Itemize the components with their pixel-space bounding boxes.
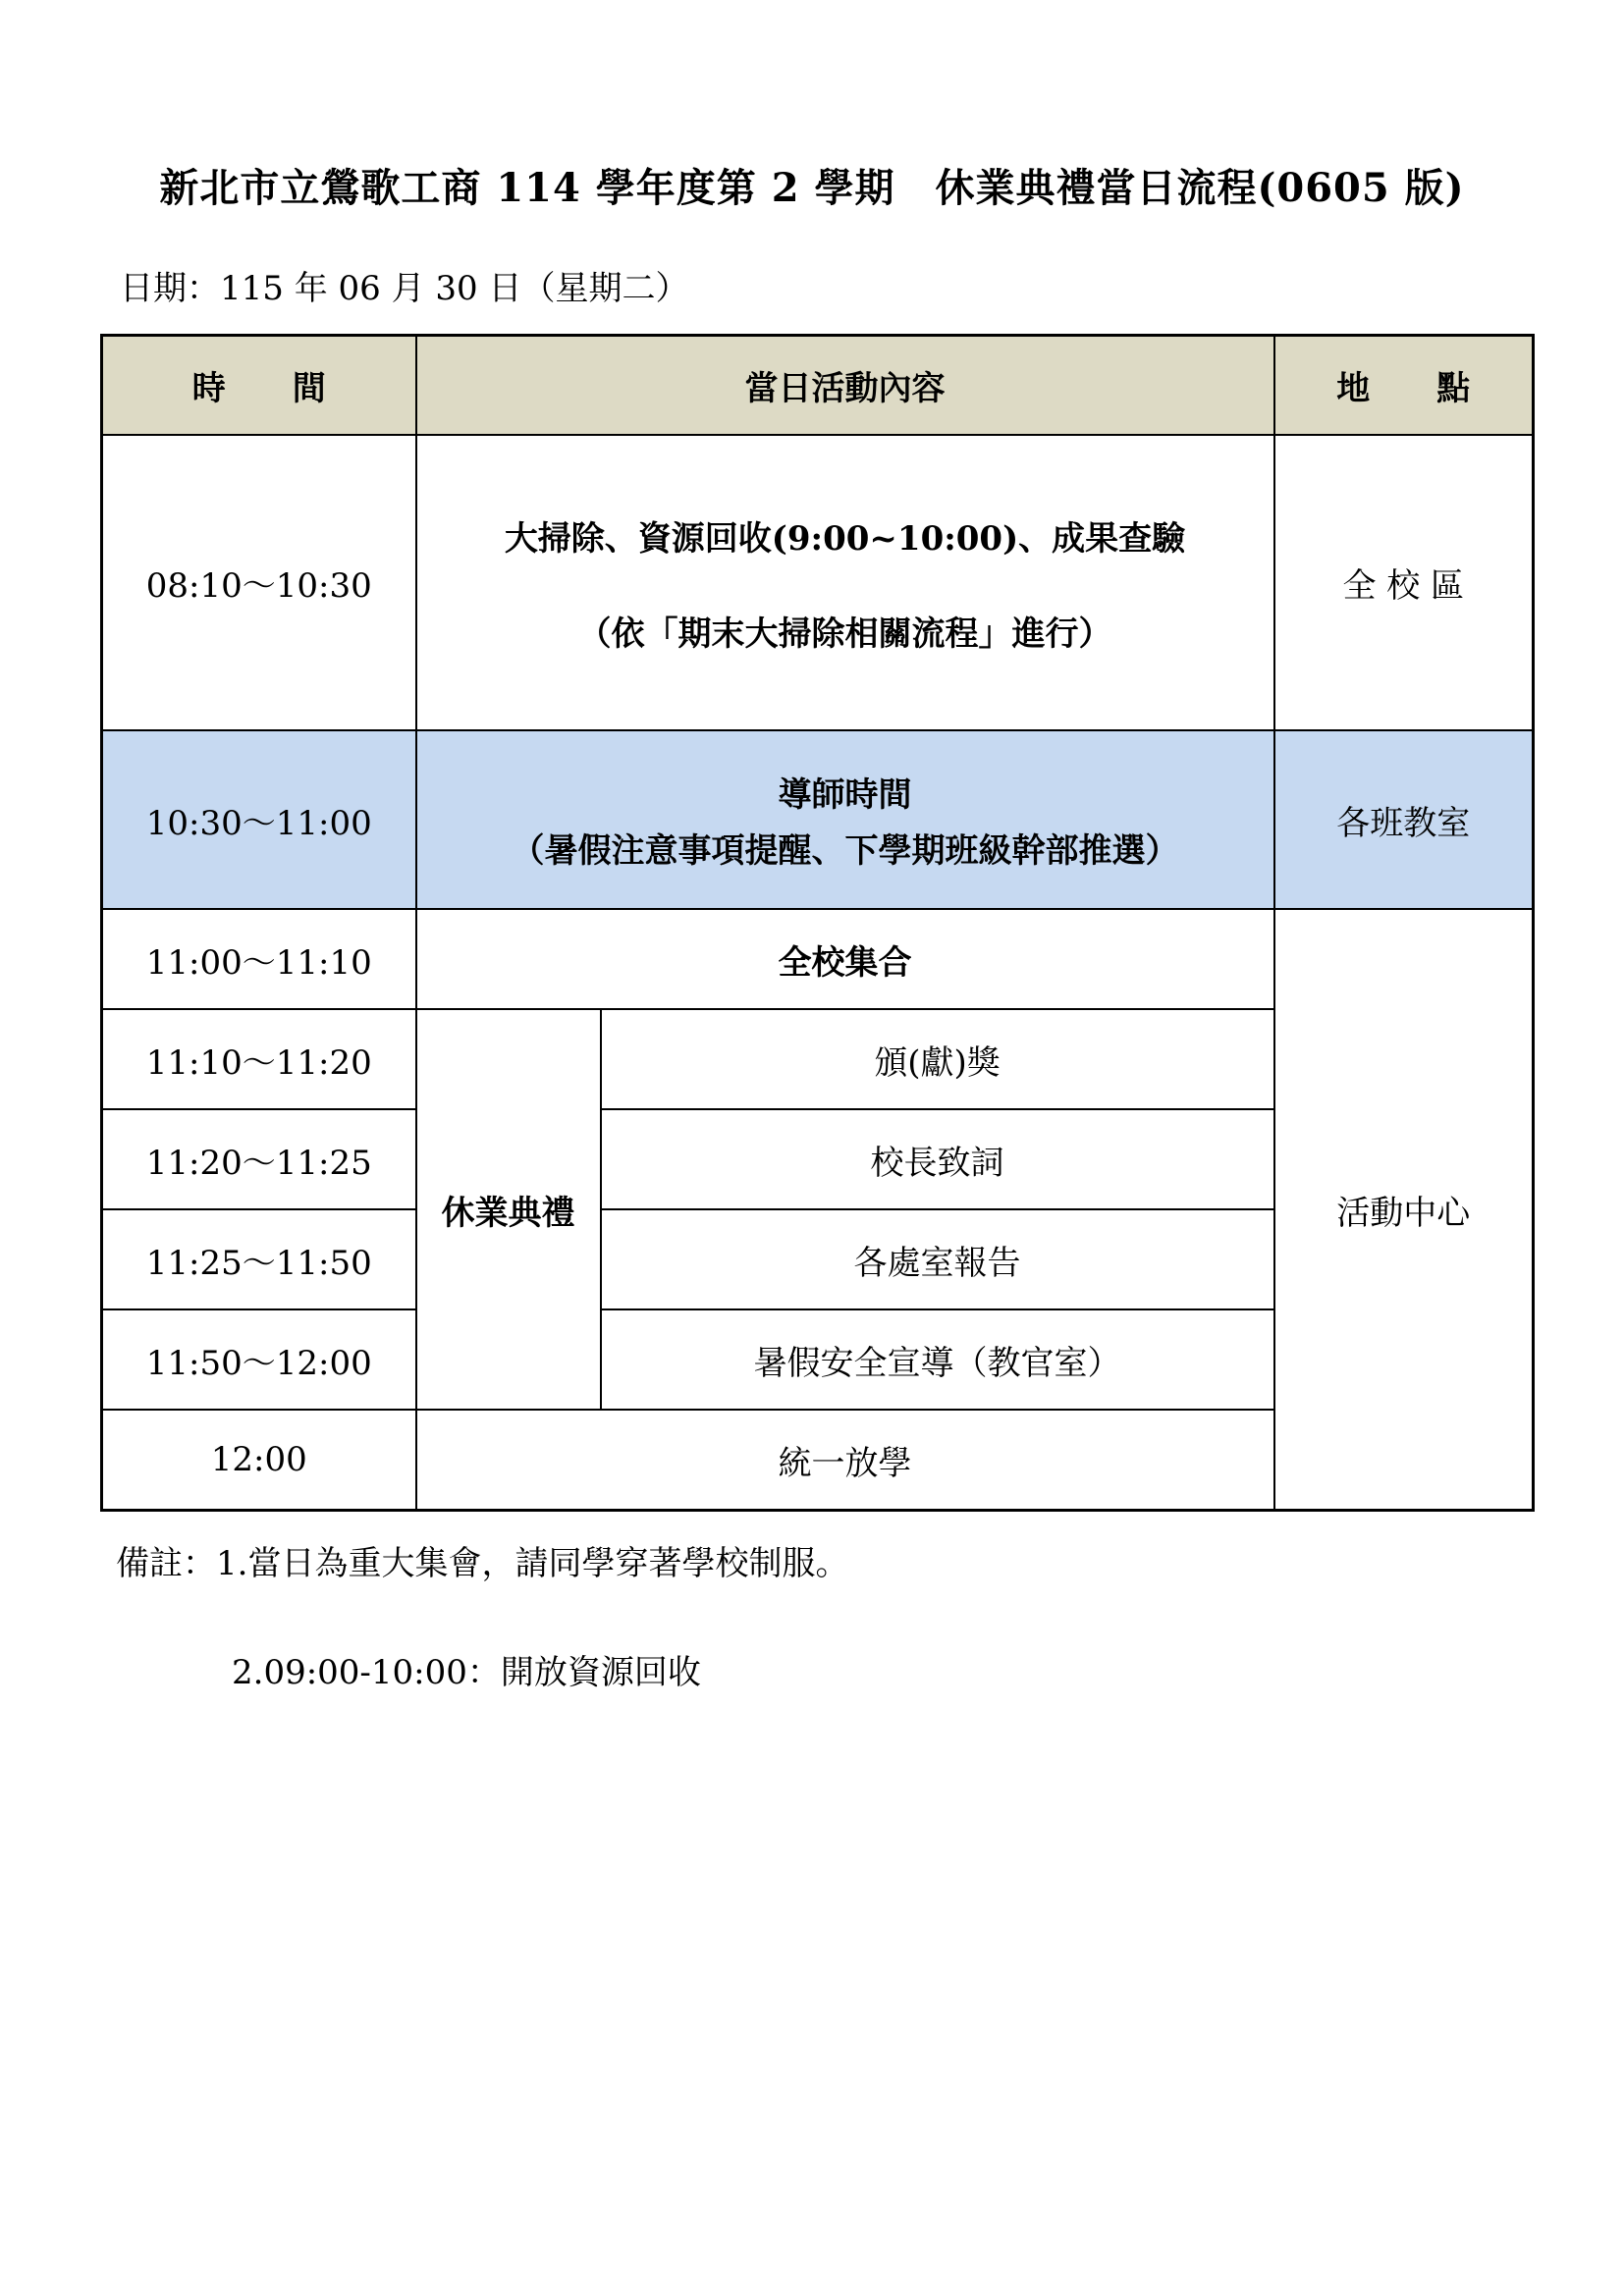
principal-speech-content: 校長致詞 [601,1109,1274,1209]
award-content: 頒(獻)獎 [601,1009,1274,1109]
principal-speech-time: 11:20～11:25 [102,1109,416,1209]
table-header-row [102,336,1534,436]
table-row-homeroom [102,730,1534,909]
dismissal-time: 12:00 [102,1410,416,1511]
note-1: 備註：1.當日為重大集會，請同學穿著學校制服。 [116,1544,849,1583]
assembly-content: 全校集合 [416,909,1274,1009]
activity-center-location: 活動中心 [1274,909,1534,1511]
notes [116,1536,848,1693]
document-title: 新北市立鶯歌工商 114 學年度第 2 學期 休業典禮當日流程(0605 版) [159,165,1465,211]
homeroom-content-line1: 導師時間 [778,775,912,815]
event-date: 日期：115 年 06 月 30 日（星期二） [120,269,689,308]
header-content: 當日活動內容 [416,336,1274,436]
header-time: 時 間 [102,336,416,436]
cleaning-content [416,435,1274,730]
note-2: 2.09:00-10:00：開放資源回收 [232,1653,701,1692]
office-reports-content: 各處室報告 [601,1209,1274,1309]
cleaning-time: 08:10～10:30 [102,435,416,730]
safety-briefing-content: 暑假安全宣導（教官室） [601,1309,1274,1410]
assembly-time: 11:00～11:10 [102,909,416,1009]
dismissal-content: 統一放學 [416,1410,1274,1511]
cleaning-location: 全 校 區 [1274,435,1534,730]
table-row-assembly [102,909,1534,1009]
safety-briefing-time: 11:50～12:00 [102,1309,416,1410]
office-reports-time: 11:25～11:50 [102,1209,416,1309]
homeroom-time: 10:30～11:00 [102,730,416,909]
homeroom-content-line2: （暑假注意事項提醒、下學期班級幹部推選） [511,831,1179,871]
cleaning-content-line1: 大掃除、資源回收(9:00~10:00)、成果查驗 [504,518,1186,559]
cleaning-content-line2: （依「期末大掃除相關流程」進行） [577,614,1112,654]
schedule-table [100,334,1535,1512]
award-time: 11:10～11:20 [102,1009,416,1109]
header-location: 地 點 [1274,336,1534,436]
table-row-cleaning [102,435,1534,730]
homeroom-content [416,730,1274,909]
ceremony-label: 休業典禮 [416,1009,601,1410]
homeroom-location: 各班教室 [1274,730,1534,909]
